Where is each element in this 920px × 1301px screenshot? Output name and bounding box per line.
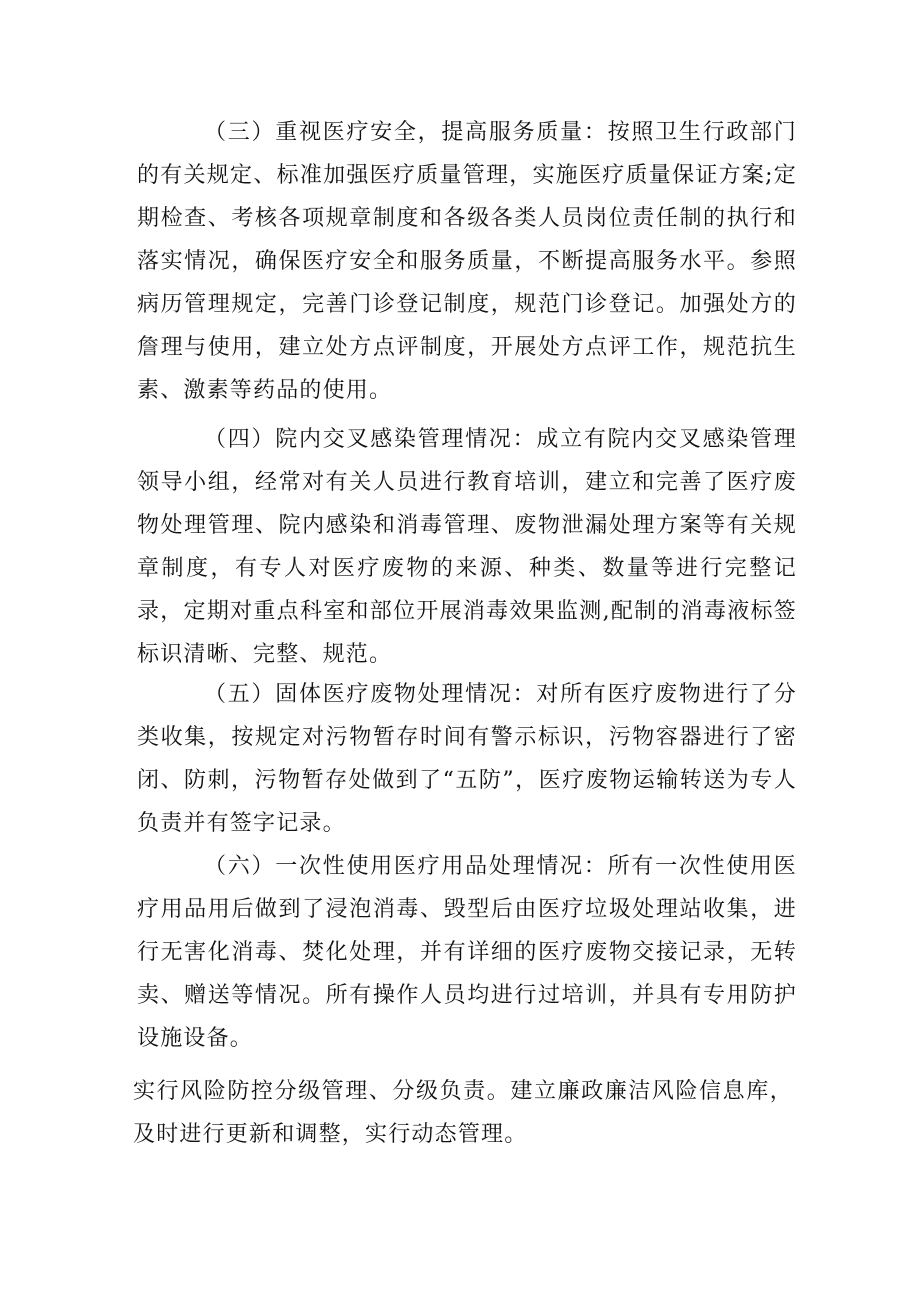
paragraph-section-6: （六）一次性使用医疗用品处理情况：所有一次性使用医疗用品用后做到了浸泡消毒、毁型后由医疗垃圾处理站收集，进行无害化消毒、焚化处理，并有详细的医疗废物交接记录，无转卖、赠送等情况。所有操作人员均进行过培训，并具有专用防护设施设备。 <box>137 854 797 1051</box>
paragraph-section-3: （三）重视医疗安全，提高服务质量：按照卫生行政部门的有关规定、标准加强医疗质量管理，实施医疗质量保证方案;定期检查、考核各项规章制度和各级各类人员岗位责任制的执行和落实情况，确保医疗安全和服务质量，不断提高服务水平。参照病历管理规定，完善门诊登记制度，规范门诊登记。加强处方的詹理与使用，建立处方点评制度，开展处方点评工作，规范抗生素、激素等药品的使用。 <box>137 120 797 403</box>
paragraph-section-4: （四）院内交叉感染管理情况：成立有院内交叉感染管理领导小组，经常对有关人员进行教育培训，建立和完善了医疗废物处理管理、院内感染和消毒管理、废物泄漏处理方案等有关规章制度，有专人对医疗废物的来源、种类、数量等进行完整记录，定期对重点科室和部位开展消毒效果监测,配制的消毒液标签标识清晰、完整、规范。 <box>137 427 797 667</box>
paragraph-closing: 实行风险防控分级管理、分级负责。建立廉政廉洁风险信息库，及时进行更新和调整，实行动态管理。 <box>133 1079 793 1147</box>
paragraph-section-5: （五）固体医疗废物处理情况：对所有医疗废物进行了分类收集，按规定对污物暂存时间有警示标识，污物容器进行了密闭、防刺，污物暂存处做到了“五防”，医疗废物运输转送为专人负责并有签字记录。 <box>137 682 797 836</box>
